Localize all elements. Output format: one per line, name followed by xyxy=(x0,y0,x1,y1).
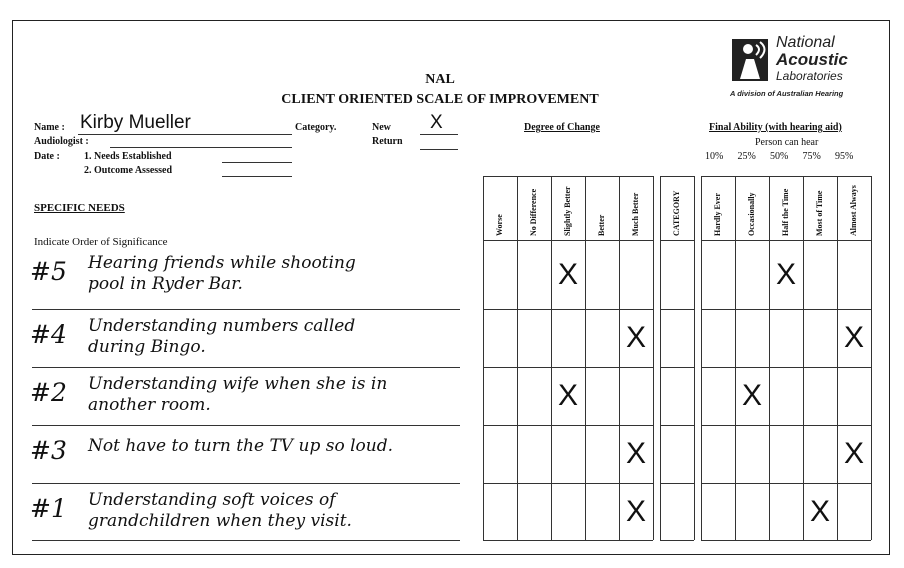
need-order: #4 xyxy=(30,320,67,349)
ability-row-line xyxy=(701,240,871,241)
degree-row-line xyxy=(483,425,653,426)
ability-mark[interactable]: X xyxy=(775,257,796,291)
percentage-label: 10% xyxy=(705,151,724,162)
percentage-label: 50% xyxy=(770,151,789,162)
percentage-label: 95% xyxy=(835,151,854,162)
ability-col-line xyxy=(871,176,872,540)
category-row-line xyxy=(660,240,694,241)
need-row xyxy=(30,483,460,540)
ability-mark[interactable]: X xyxy=(741,379,762,412)
ability-mark[interactable]: X xyxy=(843,321,864,354)
degree-col-line xyxy=(551,176,552,540)
degree-header: Worse xyxy=(495,214,504,236)
need-row xyxy=(30,240,460,309)
degree-col-line xyxy=(483,176,484,540)
nal-title: NAL xyxy=(425,72,455,87)
need-text: Understanding wife when she is in another room. xyxy=(88,374,388,415)
degree-mark[interactable]: X xyxy=(557,257,578,291)
ability-header: Hardly Ever xyxy=(713,193,722,236)
category-row-line xyxy=(660,540,694,541)
category-top-line xyxy=(660,176,694,177)
need-order: #5 xyxy=(30,256,67,286)
hearing-logo-icon xyxy=(730,37,770,83)
need-order: #2 xyxy=(30,378,67,407)
degree-row-line xyxy=(483,309,653,310)
client-name[interactable]: Kirby Mueller xyxy=(80,112,191,133)
degree-header: No Difference xyxy=(529,188,538,236)
category-header: CATEGORY xyxy=(672,190,681,236)
specific-needs-heading: SPECIFIC NEEDS xyxy=(34,202,125,214)
ability-top-line xyxy=(701,176,871,177)
need-row xyxy=(30,425,460,483)
degree-header: Much Better xyxy=(631,192,640,236)
degree-mark[interactable]: X xyxy=(557,379,578,412)
degree-col-line xyxy=(653,176,654,540)
ability-mark[interactable]: X xyxy=(809,494,830,528)
need-order: #1 xyxy=(30,493,67,523)
category-row-line xyxy=(660,483,694,484)
category-row-line xyxy=(660,309,694,310)
ability-col-line xyxy=(701,176,702,540)
ability-col-line xyxy=(735,176,736,540)
need-text: Hearing friends while shooting pool in Ryder Bar. xyxy=(88,252,356,294)
degree-header: Slightly Better xyxy=(563,186,572,236)
degree-row-line xyxy=(483,483,653,484)
new-checkbox-mark[interactable]: X xyxy=(430,112,443,133)
degree-mark[interactable]: X xyxy=(625,494,646,528)
percentage-label: 75% xyxy=(802,151,821,162)
degree-mark[interactable]: X xyxy=(625,437,646,470)
degree-col-line xyxy=(619,176,620,540)
need-row xyxy=(30,309,460,367)
ability-header: Half the Time xyxy=(781,188,790,236)
ability-col-line xyxy=(769,176,770,540)
need-order: #3 xyxy=(30,436,67,465)
ability-header: Occasionally xyxy=(747,192,756,236)
need-text: Not have to turn the TV up so loud. xyxy=(88,436,393,456)
degree-row-line xyxy=(483,240,653,241)
ability-row-line xyxy=(701,309,871,310)
category-col-line xyxy=(694,176,695,540)
ability-row-line xyxy=(701,425,871,426)
ability-mark[interactable]: X xyxy=(843,437,864,470)
need-row xyxy=(30,367,460,425)
form-title: CLIENT ORIENTED SCALE OF IMPROVEMENT xyxy=(281,92,599,107)
degree-row-line xyxy=(483,367,653,368)
ability-col-line xyxy=(837,176,838,540)
ability-header: Most of Time xyxy=(815,190,824,236)
ability-col-line xyxy=(803,176,804,540)
ability-header: Almost Always xyxy=(849,185,858,236)
ability-row-line xyxy=(701,367,871,368)
ability-row-line xyxy=(701,483,871,484)
degree-of-change-heading: Degree of Change xyxy=(524,122,600,133)
degree-top-line xyxy=(483,176,653,177)
category-row-line xyxy=(660,367,694,368)
degree-mark[interactable]: X xyxy=(625,321,646,354)
degree-col-line xyxy=(585,176,586,540)
final-ability-heading: Final Ability (with hearing aid) xyxy=(709,122,842,133)
percentage-label: 25% xyxy=(737,151,756,162)
ability-row-line xyxy=(701,540,871,541)
category-col-line xyxy=(660,176,661,540)
degree-row-line xyxy=(483,540,653,541)
nal-logo: National Acoustic Laboratories A division of Australian Hearing xyxy=(730,34,848,98)
degree-col-line xyxy=(517,176,518,540)
degree-header: Better xyxy=(597,214,606,236)
category-row-line xyxy=(660,425,694,426)
need-text: Understanding numbers called during Bingo. xyxy=(88,316,356,357)
need-row-line xyxy=(32,540,460,541)
need-text: Understanding soft voices of grandchildren when they visit. xyxy=(88,489,352,531)
